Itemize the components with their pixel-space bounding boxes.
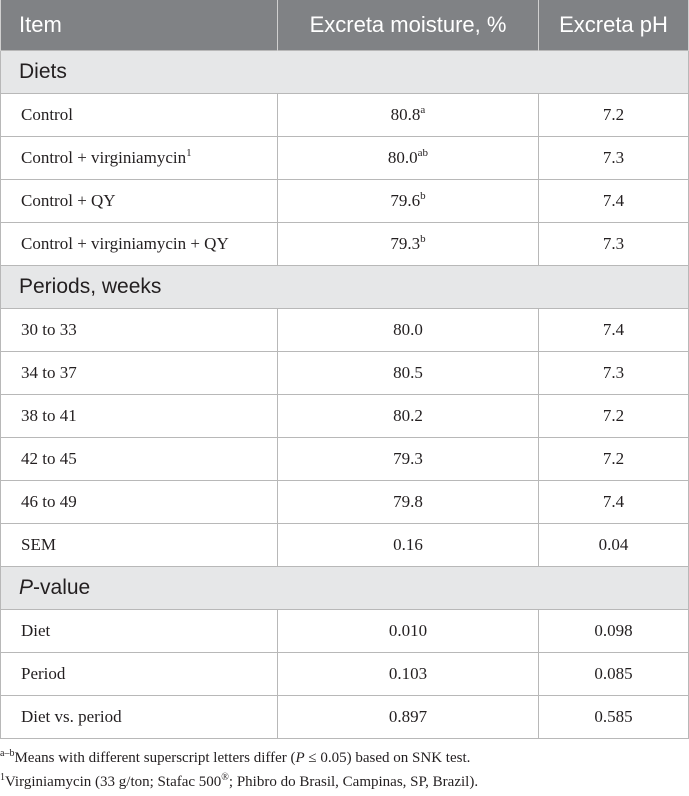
section-label-pvalue: P-value [1,567,689,610]
row-item: Control [1,94,278,137]
header-ph: Excreta pH [539,0,689,51]
header-moisture: Excreta moisture, % [278,0,539,51]
row-ph: 7.3 [539,223,689,266]
header-item: Item [1,0,278,51]
table-row [1,137,689,180]
row-item: Diet [1,610,278,653]
footnote-letters: $^{a-b}$Means with different superscript letters differ (P ≤ 0.05) based on SNK test. [0,748,471,766]
table-row [1,481,689,524]
superscript: b [420,190,426,202]
section-label-periods: Periods, weeks [1,266,689,309]
row-ph: 0.098 [539,610,689,653]
row-ph: 7.4 [539,180,689,223]
row-moisture: 80.0$^{ab}$ [278,137,539,180]
row-item: 30 to 33 [1,309,278,352]
row-item: Period [1,653,278,696]
footnote-virginiamycin: $^1$Virginiamycin (33 g/ton; Stafac 500®; Phibro do Brasil, Campinas, SP, Brazil). [0,772,479,790]
row-moisture: 0.103 [278,653,539,696]
row-ph: 7.2 [539,94,689,137]
row-item: Control + QY [1,180,278,223]
section-row-periods [1,266,689,309]
row-moisture: 79.6$^b$ [278,180,539,223]
superscript: a [420,104,426,116]
row-ph: 7.3 [539,137,689,180]
header-row [1,0,689,51]
row-item: Control + virginiamycin$^1$ [1,137,278,180]
row-ph: 7.4 [539,309,689,352]
table-row [1,180,689,223]
table-row [1,438,689,481]
row-moisture: 80.5 [278,352,539,395]
table-row [1,395,689,438]
table-row [1,223,689,266]
table-row [1,309,689,352]
table-row [1,610,689,653]
row-moisture: 79.3 [278,438,539,481]
row-moisture: 79.8 [278,481,539,524]
row-ph: 7.4 [539,481,689,524]
row-ph: 7.2 [539,395,689,438]
table-footnotes [0,746,689,794]
superscript: ab [417,147,429,159]
table-row [1,94,689,137]
row-item: Control + virginiamycin + QY [1,223,278,266]
section-row-pvalue [1,567,689,610]
row-item: SEM [1,524,278,567]
row-item: 46 to 49 [1,481,278,524]
row-ph: 7.3 [539,352,689,395]
row-item: 42 to 45 [1,438,278,481]
row-moisture: 79.3$^b$ [278,223,539,266]
section-label-diets: Diets [1,51,689,94]
registered-mark: ® [221,772,229,783]
row-moisture: 80.0 [278,309,539,352]
row-ph: 0.585 [539,696,689,739]
row-item: 38 to 41 [1,395,278,438]
row-ph: 0.085 [539,653,689,696]
row-item: Diet vs. period [1,696,278,739]
row-item: 34 to 37 [1,352,278,395]
row-ph: 7.2 [539,438,689,481]
table-row [1,696,689,739]
row-moisture: 80.2 [278,395,539,438]
table-row [1,352,689,395]
superscript: b [420,233,426,245]
table-row [1,653,689,696]
superscript: 1 [186,147,192,159]
row-moisture: 80.8$^a$ [278,94,539,137]
section-row-diets [1,51,689,94]
table-row-sem [1,524,689,567]
row-ph: 0.04 [539,524,689,567]
row-moisture: 0.897 [278,696,539,739]
row-moisture: 0.16 [278,524,539,567]
row-moisture: 0.010 [278,610,539,653]
